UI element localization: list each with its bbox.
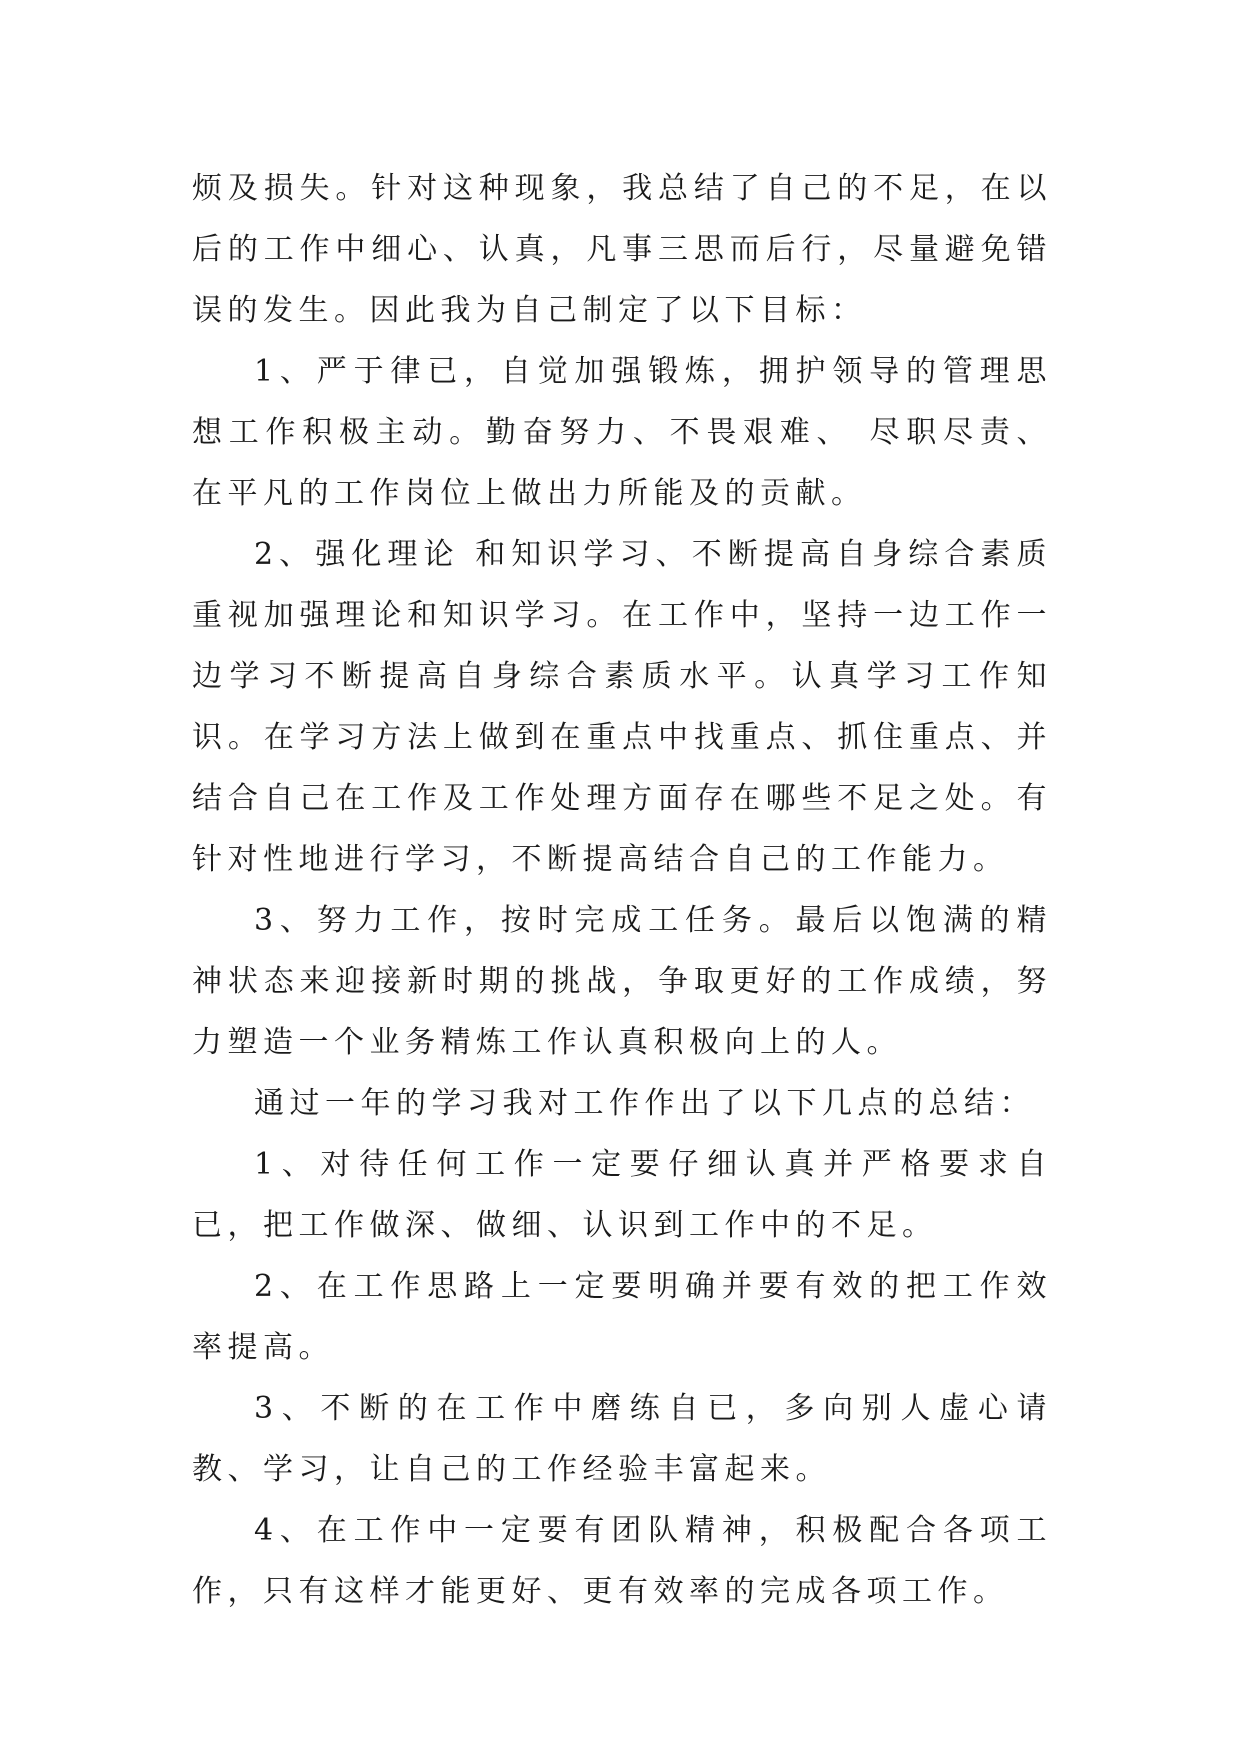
paragraph-goal-3: 3、努力工作，按时完成工任务。最后以饱满的精神状态来迎接新时期的挑战，争取更好的工作成绩，努力塑造一个业务精炼工作认真积极向上的人。 [192, 903, 1052, 1060]
paragraph-summary-heading: 通过一年的学习我对工作作出了以下几点的总结： [254, 1086, 1035, 1121]
paragraph-goal-1: 1、严于律已，自觉加强锻炼，拥护领导的管理思想工作积极主动。勤奋努力、不畏艰难、 尽职尽责、在平凡的工作岗位上做出力所能及的贡献。 [192, 354, 1052, 511]
paragraph-summary-3: 3、不断的在工作中磨练自已，多向别人虚心请教、学习，让自己的工作经验丰富起来。 [192, 1391, 1052, 1487]
paragraph-intro: 烦及损失。针对这种现象，我总结了自己的不足，在以后的工作中细心、认真，凡事三思而后行，尽量避免错误的发生。因此我为自己制定了以下目标： [192, 171, 1052, 328]
document-body [192, 158, 1052, 1622]
paragraph-summary-4: 4、在工作中一定要有团队精神，积极配合各项工作，只有这样才能更好、更有效率的完成各项工作。 [192, 1513, 1052, 1609]
paragraph-summary-2: 2、在工作思路上一定要明确并要有效的把工作效率提高。 [192, 1269, 1052, 1365]
paragraph-goal-2: 2、强化理论 和知识学习、不断提高自身综合素质重视加强理论和知识学习。在工作中，坚持一边工作一边学习不断提高自身综合素质水平。认真学习工作知识。在学习方法上做到在重点中找重点、抓住重点、并结合自己在工作及工作处理方面存在哪些不足之处。有针对性地进行学习，不断提高结合自己的工作能力。 [192, 537, 1052, 877]
paragraph-summary-1: 1、对待任何工作一定要仔细认真并严格要求自已，把工作做深、做细、认识到工作中的不足。 [192, 1147, 1052, 1243]
